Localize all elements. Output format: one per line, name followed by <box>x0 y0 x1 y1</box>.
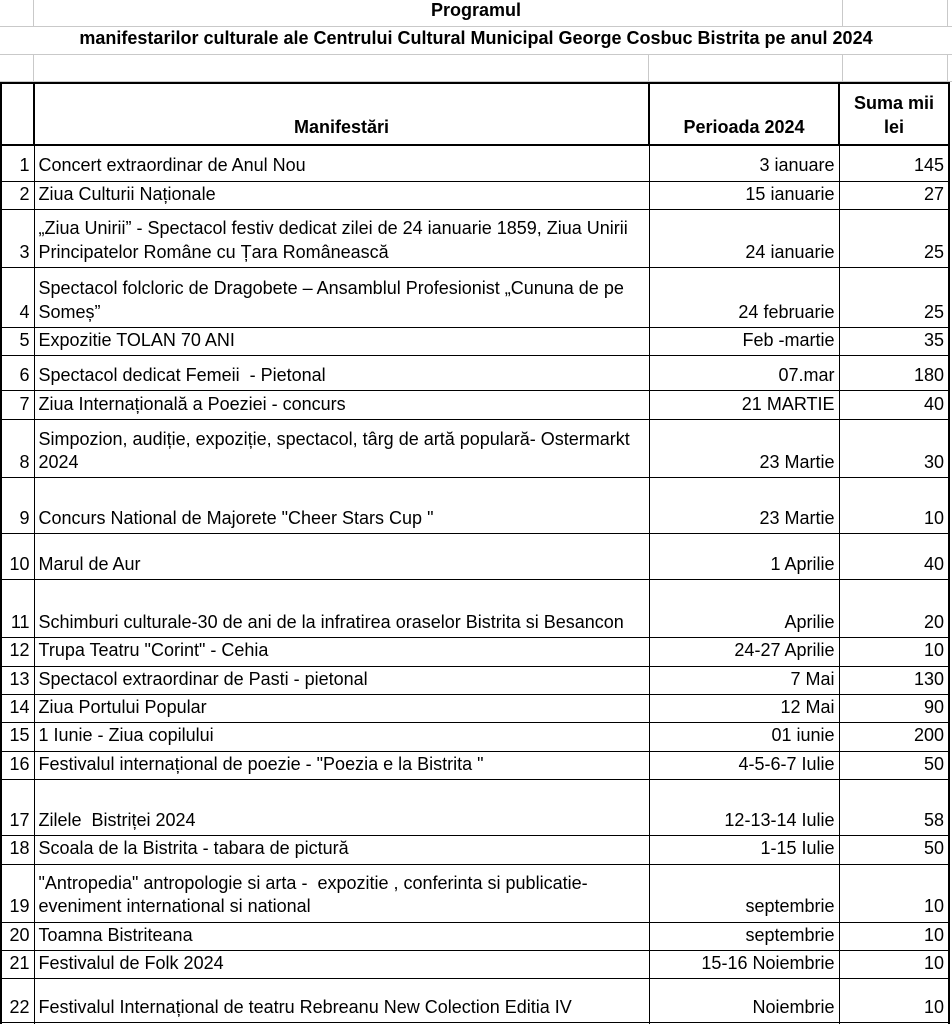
table-row <box>1 951 949 979</box>
table-row <box>1 751 949 779</box>
suma-cell[interactable]: 10 <box>839 478 949 534</box>
row-number-cell[interactable]: 17 <box>1 780 34 836</box>
row-number-cell[interactable]: 6 <box>1 356 34 391</box>
row-number-cell[interactable]: 19 <box>1 864 34 922</box>
table-row <box>1 695 949 723</box>
manifestare-cell[interactable]: Concert extraordinar de Anul Nou <box>34 145 649 181</box>
table-row <box>1 534 949 580</box>
perioada-cell[interactable]: 24 februarie <box>649 267 839 327</box>
table-row <box>1 420 949 478</box>
header-row-number-cell[interactable] <box>1 83 34 145</box>
perioada-cell[interactable]: septembrie <box>649 922 839 950</box>
table-row <box>1 638 949 666</box>
row-number-cell[interactable]: 8 <box>1 420 34 478</box>
table-row <box>1 391 949 420</box>
row-number-cell[interactable]: 20 <box>1 922 34 950</box>
suma-cell[interactable]: 180 <box>839 356 949 391</box>
perioada-cell[interactable]: 7 Mai <box>649 666 839 694</box>
manifestare-cell[interactable]: Trupa Teatru "Corint" - Cehia <box>34 638 649 666</box>
manifestare-cell[interactable]: Spectacol dedicat Femeii - Pietonal <box>34 356 649 391</box>
table-row <box>1 780 949 836</box>
suma-cell[interactable]: 20 <box>839 580 949 638</box>
manifestare-cell[interactable]: Spectacol extraordinar de Pasti - pietonal <box>34 666 649 694</box>
gridline <box>33 55 34 81</box>
row-number-cell[interactable]: 10 <box>1 534 34 580</box>
perioada-cell[interactable]: 15 ianuarie <box>649 181 839 209</box>
manifestare-cell[interactable]: Spectacol folcloric de Dragobete – Ansamblul Profesionist „Cununa de pe Someș” <box>34 267 649 327</box>
suma-cell[interactable]: 130 <box>839 666 949 694</box>
table-row <box>1 356 949 391</box>
perioada-cell[interactable]: 12-13-14 Iulie <box>649 780 839 836</box>
suma-cell[interactable]: 10 <box>839 951 949 979</box>
table-row <box>1 181 949 209</box>
perioada-cell[interactable]: Noiembrie <box>649 979 839 1023</box>
gridline <box>947 55 948 81</box>
manifestare-cell[interactable]: Marul de Aur <box>34 534 649 580</box>
table-row <box>1 723 949 751</box>
suma-cell[interactable]: 58 <box>839 780 949 836</box>
manifestare-cell[interactable]: Expozitie TOLAN 70 ANI <box>34 327 649 355</box>
perioada-cell[interactable]: 12 Mai <box>649 695 839 723</box>
perioada-cell[interactable]: 23 Martie <box>649 478 839 534</box>
perioada-cell[interactable]: 23 Martie <box>649 420 839 478</box>
perioada-cell[interactable]: 24-27 Aprilie <box>649 638 839 666</box>
gridline <box>842 0 843 26</box>
suma-cell[interactable]: 25 <box>839 209 949 267</box>
header-row <box>1 83 949 145</box>
subtitle-row[interactable] <box>0 27 952 55</box>
perioada-cell[interactable]: Aprilie <box>649 580 839 638</box>
suma-cell[interactable]: 10 <box>839 864 949 922</box>
perioada-cell[interactable]: Feb -martie <box>649 327 839 355</box>
gridline <box>842 55 843 81</box>
table-row <box>1 209 949 267</box>
manifestare-cell[interactable]: Festivalul internațional de poezie - "Poezia e la Bistrita " <box>34 751 649 779</box>
suma-cell[interactable]: 30 <box>839 420 949 478</box>
perioada-cell[interactable]: 01 iunie <box>649 723 839 751</box>
suma-cell[interactable]: 145 <box>839 145 949 181</box>
col-header-manifestari[interactable]: Manifestări <box>34 83 649 145</box>
row-number-cell[interactable]: 4 <box>1 267 34 327</box>
gridline <box>648 55 649 81</box>
suma-cell[interactable]: 50 <box>839 836 949 864</box>
row-number-cell[interactable]: 16 <box>1 751 34 779</box>
row-number-cell[interactable]: 2 <box>1 181 34 209</box>
page-subtitle: manifestarilor culturale ale Centrului Cultural Municipal George Cosbuc Bistrita pe anul 2024 <box>79 28 873 49</box>
perioada-cell[interactable]: 07.mar <box>649 356 839 391</box>
manifestare-cell[interactable]: Toamna Bistriteana <box>34 922 649 950</box>
title-row[interactable] <box>0 0 952 27</box>
table-row <box>1 666 949 694</box>
manifestare-cell[interactable]: "Antropedia" antropologie si arta - expozitie , conferinta si publicatie- eveniment international si national <box>34 864 649 922</box>
manifestare-cell[interactable]: Zilele Bistriței 2024 <box>34 780 649 836</box>
suma-cell[interactable]: 10 <box>839 979 949 1023</box>
manifestare-cell[interactable]: Festivalul Internațional de teatru Rebreanu New Colection Editia IV <box>34 979 649 1023</box>
row-number-cell[interactable]: 12 <box>1 638 34 666</box>
col-header-perioada[interactable]: Perioada 2024 <box>649 83 839 145</box>
table-row <box>1 979 949 1023</box>
manifestare-cell[interactable]: Festivalul de Folk 2024 <box>34 951 649 979</box>
perioada-cell[interactable]: 1 Aprilie <box>649 534 839 580</box>
suma-cell[interactable]: 40 <box>839 534 949 580</box>
table-row <box>1 145 949 181</box>
manifestare-cell[interactable]: Concurs National de Majorete "Cheer Stars Cup " <box>34 478 649 534</box>
row-number-cell[interactable]: 5 <box>1 327 34 355</box>
suma-cell[interactable]: 25 <box>839 267 949 327</box>
gridline <box>947 0 948 26</box>
suma-cell[interactable]: 10 <box>839 638 949 666</box>
perioada-cell[interactable]: septembrie <box>649 864 839 922</box>
title-zone <box>0 0 952 82</box>
manifestare-cell[interactable]: Ziua Culturii Naționale <box>34 181 649 209</box>
manifestare-cell[interactable]: 1 Iunie - Ziua copilului <box>34 723 649 751</box>
suma-cell[interactable]: 50 <box>839 751 949 779</box>
table-row <box>1 267 949 327</box>
spacer-row[interactable] <box>0 55 952 82</box>
row-number-cell[interactable]: 3 <box>1 209 34 267</box>
manifestare-cell[interactable]: Schimburi culturale-30 de ani de la infratirea oraselor Bistrita si Besancon <box>34 580 649 638</box>
table-row <box>1 864 949 922</box>
table-row <box>1 580 949 638</box>
suma-cell[interactable]: 90 <box>839 695 949 723</box>
row-number-cell[interactable]: 1 <box>1 145 34 181</box>
row-number-cell[interactable]: 9 <box>1 478 34 534</box>
row-number-cell[interactable]: 15 <box>1 723 34 751</box>
perioada-cell[interactable]: 21 MARTIE <box>649 391 839 420</box>
table-row <box>1 836 949 864</box>
manifestare-cell[interactable]: Ziua Portului Popular <box>34 695 649 723</box>
gridline <box>33 0 34 26</box>
suma-cell[interactable]: 27 <box>839 181 949 209</box>
manifestare-cell[interactable]: „Ziua Unirii” - Spectacol festiv dedicat zilei de 24 ianuarie 1859, Ziua Unirii Principatelor Române cu Țara Românească <box>34 209 649 267</box>
suma-cell[interactable]: 10 <box>839 922 949 950</box>
col-header-suma-label: Suma mii lei <box>853 93 935 137</box>
table-row <box>1 922 949 950</box>
col-header-suma[interactable] <box>839 83 949 145</box>
row-number-cell[interactable]: 11 <box>1 580 34 638</box>
perioada-cell[interactable]: 1-15 Iulie <box>649 836 839 864</box>
table-row <box>1 327 949 355</box>
row-number-cell[interactable]: 13 <box>1 666 34 694</box>
perioada-cell[interactable]: 24 ianuarie <box>649 209 839 267</box>
suma-cell[interactable]: 40 <box>839 391 949 420</box>
row-number-cell[interactable]: 18 <box>1 836 34 864</box>
perioada-cell[interactable]: 15-16 Noiembrie <box>649 951 839 979</box>
perioada-cell[interactable]: 4-5-6-7 Iulie <box>649 751 839 779</box>
manifestare-cell[interactable]: Scoala de la Bistrita - tabara de pictură <box>34 836 649 864</box>
perioada-cell[interactable]: 3 ianuare <box>649 145 839 181</box>
row-number-cell[interactable]: 14 <box>1 695 34 723</box>
suma-cell[interactable]: 200 <box>839 723 949 751</box>
suma-cell[interactable]: 35 <box>839 327 949 355</box>
table-row <box>1 478 949 534</box>
manifestare-cell[interactable]: Ziua Internațională a Poeziei - concurs <box>34 391 649 420</box>
row-number-cell[interactable]: 21 <box>1 951 34 979</box>
row-number-cell[interactable]: 22 <box>1 979 34 1023</box>
page-title: Programul <box>430 0 522 21</box>
events-table <box>0 82 950 1024</box>
manifestare-cell[interactable]: Simpozion, audiție, expoziție, spectacol, târg de artă populară- Ostermarkt 2024 <box>34 420 649 478</box>
row-number-cell[interactable]: 7 <box>1 391 34 420</box>
